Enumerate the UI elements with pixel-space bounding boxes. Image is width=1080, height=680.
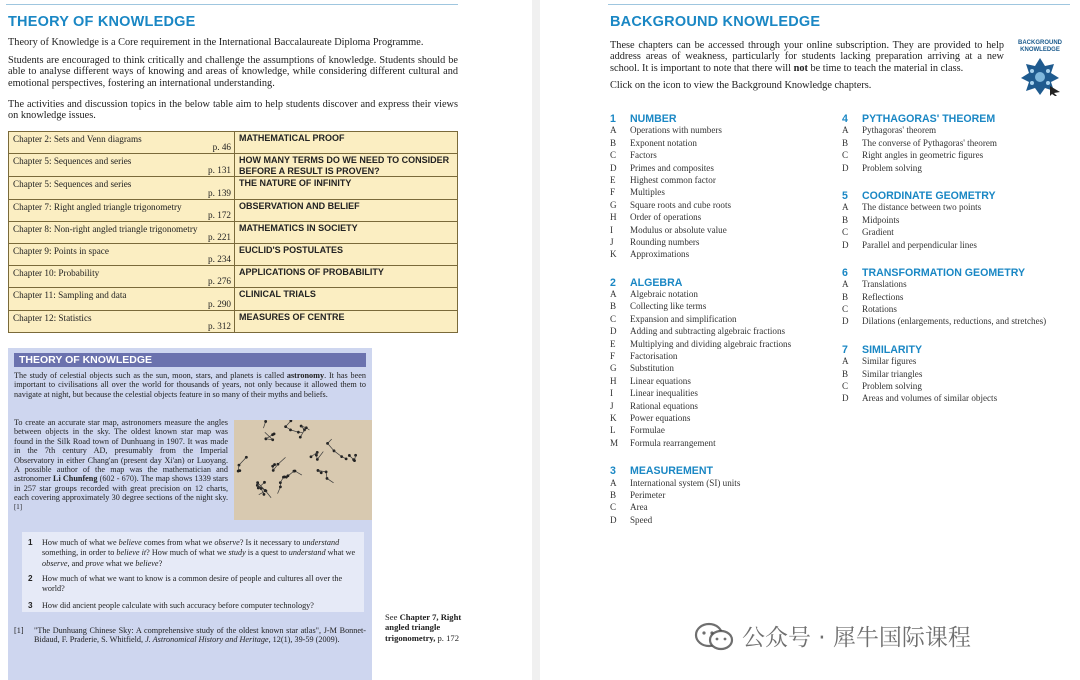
tok-topic-cell[interactable]: MATHEMATICAL PROOF — [235, 132, 458, 154]
tok-table-row — [9, 266, 458, 288]
tok-chapter-cell[interactable] — [9, 310, 235, 332]
bk-item-text: Adding and subtracting algebraic fractions — [630, 326, 786, 337]
bk-item-text: Perimeter — [630, 489, 666, 500]
tok-title: THEORY OF KNOWLEDGE — [8, 14, 196, 30]
bk-item-text: Linear equations — [630, 375, 691, 386]
bk-item-letter: D — [842, 316, 849, 327]
tok-chapter-cell[interactable] — [9, 177, 235, 199]
bk-chapter-item[interactable] — [610, 388, 830, 400]
bk-chapter-number: 2 — [610, 276, 616, 289]
bk-chapter-item[interactable] — [842, 292, 1078, 304]
bk-chapter-item[interactable] — [610, 225, 830, 237]
logo-line-1: BACKGROUND — [1018, 40, 1062, 46]
tok-topic-cell[interactable]: EUCLID'S POSTULATES — [235, 243, 458, 265]
bk-item-letter: C — [842, 304, 849, 315]
bk-chapter-title: SIMILARITY — [862, 343, 923, 356]
bk-item-text: Reflections — [862, 291, 904, 302]
tok-chapter-name: Chapter 8: Non-right angled triangle trigonometry — [13, 223, 198, 234]
bk-item-text: Operations with numbers — [630, 125, 722, 136]
bk-item-text: Linear inequalities — [630, 388, 698, 399]
bk-chapter-item[interactable] — [610, 289, 830, 301]
tok-chapter-name: Chapter 9: Points in space — [13, 245, 109, 256]
bk-item-letter: E — [610, 174, 616, 185]
bk-item-letter: I — [610, 388, 614, 399]
top-rule — [608, 4, 1070, 5]
bk-chapters-column-1 — [610, 113, 830, 542]
bk-item-letter: E — [610, 338, 616, 349]
bk-chapter-title: COORDINATE GEOMETRY — [862, 189, 996, 202]
bk-item-text: Speed — [630, 514, 653, 525]
tok-table-row — [9, 243, 458, 265]
tok-paragraph-3: The activities and discussion topics in the below table aim to help students discover and express their views on knowledge issues. — [8, 99, 458, 122]
bk-item-letter: J — [610, 236, 614, 247]
bk-chapter-heading[interactable] — [842, 113, 1078, 125]
bk-chapter-item[interactable] — [610, 413, 830, 425]
bk-chapter-item[interactable] — [610, 478, 830, 490]
bk-item-letter: F — [610, 351, 616, 362]
tok-chapter-name: Chapter 7: Right angled triangle trigonometry — [13, 201, 182, 212]
bk-chapter-item[interactable] — [610, 438, 830, 450]
bk-item-letter: F — [610, 187, 616, 198]
bk-chapter-item[interactable] — [610, 175, 830, 187]
tok-chapter-name: Chapter 10: Probability — [13, 268, 100, 279]
tok-topic-cell[interactable]: MEASURES OF CENTRE — [235, 310, 458, 332]
bk-item-letter: B — [610, 301, 617, 312]
tok-table-row — [9, 199, 458, 221]
bk-chapter-item[interactable] — [610, 200, 830, 212]
bk-chapter-title: NUMBER — [630, 113, 677, 125]
bk-chapter-heading[interactable] — [610, 113, 830, 125]
bk-chapter-heading[interactable] — [842, 190, 1078, 202]
tok-chapter-name: Chapter 5: Sequences and series — [13, 156, 132, 167]
tok-table-row — [9, 177, 458, 199]
tok-topic-cell[interactable]: CLINICAL TRIALS — [235, 288, 458, 310]
right-page — [540, 0, 1080, 680]
bk-item-text: Multiples — [630, 187, 665, 198]
bk-item-letter: A — [610, 289, 617, 300]
bk-item-text: Exponent notation — [630, 137, 697, 148]
bk-item-text: Power equations — [630, 412, 691, 423]
bk-chapter-3 — [610, 465, 830, 527]
tok-table-row — [9, 288, 458, 310]
bk-item-text: Right angles in geometric figures — [862, 150, 984, 161]
bk-item-text: Formula rearrangement — [630, 437, 716, 448]
bk-item-text: Modulus or absolute value — [630, 224, 727, 235]
tok-table-row — [9, 154, 458, 177]
bk-item-text: Algebraic notation — [630, 289, 698, 300]
bk-chapter-6 — [842, 267, 1078, 329]
bk-item-letter: A — [842, 202, 849, 213]
tok-topic-cell[interactable]: MATHEMATICS IN SOCIETY — [235, 221, 458, 243]
tok-chapter-name: Chapter 11: Sampling and data — [13, 290, 127, 301]
tok-chapter-cell[interactable] — [9, 132, 235, 154]
bk-item-text: The distance between two points — [862, 202, 982, 213]
tok-topic-cell[interactable]: OBSERVATION AND BELIEF — [235, 199, 458, 221]
background-knowledge-icon[interactable] — [1012, 36, 1068, 98]
bk-item-text: Collecting like terms — [630, 301, 707, 312]
bk-chapter-number: 5 — [842, 189, 848, 202]
tok-chapter-cell[interactable] — [9, 221, 235, 243]
tok-page-ref: p. 46 — [212, 142, 231, 153]
bk-item-letter: D — [842, 393, 849, 404]
bk-item-letter: H — [610, 212, 617, 223]
bk-chapter-item[interactable] — [610, 376, 830, 388]
bk-chapter-item[interactable] — [842, 227, 1078, 239]
tok-chapter-name: Chapter 5: Sequences and series — [13, 179, 132, 190]
tok-question-2: 2 How much of what we want to know is a common desire of people and cultures all over the world? — [28, 574, 343, 594]
bk-item-text: Factorisation — [630, 351, 678, 362]
bk-item-text: Expansion and simplification — [630, 313, 737, 324]
bk-chapter-item[interactable] — [610, 502, 830, 514]
bk-item-letter: D — [610, 514, 617, 525]
bk-chapter-item[interactable] — [842, 381, 1078, 393]
tok-page-ref: p. 172 — [208, 209, 231, 220]
bk-chapter-title: TRANSFORMATION GEOMETRY — [862, 266, 1026, 279]
bk-chapter-item[interactable] — [610, 490, 830, 502]
bk-chapter-item[interactable] — [610, 515, 830, 527]
bk-item-text: Factors — [630, 150, 657, 161]
bk-item-text: Rounding numbers — [630, 236, 700, 247]
tok-table-row — [9, 221, 458, 243]
bk-item-letter: G — [610, 199, 617, 210]
top-rule — [6, 4, 458, 5]
bk-chapter-7 — [842, 344, 1078, 406]
bk-item-letter: H — [610, 375, 617, 386]
tok-chapter-name: Chapter 12: Statistics — [13, 312, 92, 323]
tok-chapter-name: Chapter 2: Sets and Venn diagrams — [13, 134, 142, 144]
bk-item-text: Gradient — [862, 227, 894, 238]
bk-item-letter: B — [842, 137, 849, 148]
bk-chapter-2 — [610, 277, 830, 450]
tok-topic-cell[interactable]: HOW MANY TERMS DO WE NEED TO CONSIDER BEFORE A RESULT IS PROVEN? — [235, 154, 458, 177]
bk-chapter-title: PYTHAGORAS' THEOREM — [862, 113, 996, 125]
bk-chapter-item[interactable] — [610, 301, 830, 313]
bk-item-letter: A — [842, 279, 849, 290]
bk-item-letter: C — [842, 227, 849, 238]
bk-item-text: Rotations — [862, 304, 897, 315]
bk-item-text: Parallel and perpendicular lines — [862, 239, 977, 250]
bk-item-letter: J — [610, 400, 614, 411]
tok-paragraph-1: Theory of Knowledge is a Core requirement in the International Baccalaureate Diploma Programme. — [8, 37, 424, 48]
bk-item-text: Multiplying and dividing algebraic fractions — [630, 338, 792, 349]
bk-chapter-item[interactable] — [842, 150, 1078, 162]
bk-item-letter: G — [610, 363, 617, 374]
tok-chapter-cell[interactable] — [9, 288, 235, 310]
bk-item-letter: A — [842, 125, 849, 136]
bk-item-text: Area — [630, 502, 648, 513]
bk-chapter-item[interactable] — [842, 138, 1078, 150]
bk-chapter-heading[interactable] — [610, 277, 830, 289]
bk-item-letter: A — [842, 356, 849, 367]
tok-footnote: [1] "The Dunhuang Chinese Sky: A comprehensive study of the oldest known star atlas", J-M Bonnet-Bidaud, F. Praderie, S. Whitfield, J. Astronomical History and Heritage, 12(1), 39-59 (2009). — [14, 626, 366, 645]
bk-item-letter: L — [610, 425, 616, 436]
tok-topic-cell[interactable]: THE NATURE OF INFINITY — [235, 177, 458, 199]
bk-chapter-item[interactable] — [842, 316, 1078, 328]
bk-item-text: Rational equations — [630, 400, 698, 411]
bk-chapter-5 — [842, 190, 1078, 252]
bk-item-text: Approximations — [630, 249, 690, 260]
bk-item-letter: A — [610, 125, 617, 136]
bk-item-letter: D — [842, 239, 849, 250]
bk-item-letter: C — [842, 381, 849, 392]
bk-paragraph-1: These chapters can be accessed through your online subscription. They are provided to help address areas of weakness, particularly for students lacking preparation arriving at a new school. It is important to note that there will not be time to teach the material in class. — [610, 40, 1004, 74]
tok-astronomy-box — [8, 348, 372, 680]
bk-item-letter: C — [610, 313, 617, 324]
bk-item-text: The converse of Pythagoras' theorem — [862, 137, 997, 148]
bk-item-text: Similar triangles — [862, 368, 923, 379]
bk-chapter-4 — [842, 113, 1078, 175]
tok-box-body: To create an accurate star map, astronomers measure the angles between objects in the sky. The oldest known star map was found in the Silk Road town of Dunhuang in 1907. It was made in the 7th century AD, presumably from the Imperial Observatory in either Chang'an (present day Xi'an) or Luoyang. A possible author of the map was the mathematician and astronomer Li Chunfeng (602 - 670). The map shows 1339 stars in 257 star groups recorded with great precision on 12 charts, each covering approximately 30 degree sections of the night sky.[1] — [14, 418, 228, 511]
bk-chapter-item[interactable] — [610, 249, 830, 261]
bk-item-text: International system (SI) units — [630, 477, 741, 488]
tok-page-ref: p. 139 — [208, 187, 231, 198]
bk-chapter-heading[interactable] — [610, 465, 830, 477]
bk-item-text: Order of operations — [630, 212, 702, 223]
bk-chapter-item[interactable] — [610, 401, 830, 413]
tok-box-intro: The study of celestial objects such as the sun, moon, stars, and planets is called astronomy. It has been important to civilisations all over the world for thousands of years, not only because it allowed them to navigate at night, but because the celestial objects feature in so many of their myths and beliefs. — [14, 371, 366, 399]
tok-page-ref: p. 221 — [208, 231, 231, 242]
bk-item-letter: D — [610, 162, 617, 173]
bk-item-text: Midpoints — [862, 214, 900, 225]
tok-page-ref: p. 276 — [208, 276, 231, 287]
tok-chapter-cell[interactable] — [9, 199, 235, 221]
bk-item-text: Translations — [862, 279, 907, 290]
bk-chapter-item[interactable] — [610, 212, 830, 224]
bk-chapter-number: 3 — [610, 465, 616, 478]
tok-table-row — [9, 132, 458, 154]
bk-chapter-item[interactable] — [842, 356, 1078, 368]
left-page — [0, 0, 532, 680]
bk-item-letter: C — [842, 150, 849, 161]
tok-chapter-cell[interactable] — [9, 266, 235, 288]
bk-item-text: Similar figures — [862, 356, 917, 367]
dunhuang-star-map-image — [234, 420, 372, 520]
bk-chapter-1 — [610, 113, 830, 262]
bk-item-letter: K — [610, 412, 617, 423]
bk-chapter-item[interactable] — [842, 304, 1078, 316]
tok-chapter-cell[interactable] — [9, 154, 235, 177]
see-chapter-note: See Chapter 7, Right angled triangle trigonometry, p. 172 — [385, 612, 462, 643]
tok-page-ref: p. 290 — [208, 298, 231, 309]
tok-question-3: 3 How did ancient people calculate with such accuracy before computer technology? — [28, 601, 314, 610]
tok-page-ref: p. 131 — [208, 165, 231, 176]
bk-chapter-item[interactable] — [610, 150, 830, 162]
bk-chapter-number: 1 — [610, 113, 616, 125]
bk-item-letter: B — [610, 137, 617, 148]
bk-item-text: Dilations (enlargements, reductions, and stretches) — [862, 316, 1047, 327]
tok-paragraph-2: Students are encouraged to think critically and challenge the assumptions of knowledge. Students should be able to analyse different ways of knowing and areas of knowledge, while considering different cultural and emotional perspectives, fostering an international understanding. — [8, 55, 458, 89]
bk-item-text: Substitution — [630, 363, 674, 374]
bk-item-letter: B — [842, 214, 849, 225]
bk-chapter-heading[interactable] — [842, 344, 1078, 356]
bk-item-letter: I — [610, 224, 614, 235]
bk-item-text: Areas and volumes of similar objects — [862, 393, 998, 404]
bk-item-letter: C — [610, 502, 617, 513]
bk-chapter-item[interactable] — [842, 240, 1078, 252]
bk-chapter-item[interactable] — [610, 237, 830, 249]
bk-chapter-item[interactable] — [610, 163, 830, 175]
bk-chapter-heading[interactable] — [842, 267, 1078, 279]
bk-item-text: Highest common factor — [630, 174, 716, 185]
bk-chapter-item[interactable] — [610, 125, 830, 137]
bk-item-letter: M — [610, 437, 619, 448]
bk-chapter-item[interactable] — [610, 363, 830, 375]
snowflake-icon — [1018, 56, 1062, 96]
bk-chapter-title: ALGEBRA — [630, 276, 683, 289]
bk-item-letter: D — [842, 162, 849, 173]
bk-chapter-item[interactable] — [610, 351, 830, 363]
bk-item-text: Problem solving — [862, 162, 922, 173]
bk-chapter-item[interactable] — [842, 125, 1078, 137]
tok-page-ref: p. 312 — [208, 320, 231, 331]
bk-item-text: Square roots and cube roots — [630, 199, 732, 210]
bk-chapter-title: MEASUREMENT — [630, 465, 713, 478]
bk-item-letter: K — [610, 249, 617, 260]
tok-question-1: 1 How much of what we believe comes from what we observe? Is it necessary to understand something, in order to believe it? How much of what we study is a quest to understand what we observe, and prove what we believe? — [28, 538, 356, 568]
bk-chapter-item[interactable] — [842, 202, 1078, 214]
bk-chapter-item[interactable] — [842, 393, 1078, 405]
bk-item-letter: C — [610, 150, 617, 161]
bk-item-text: Problem solving — [862, 381, 922, 392]
bk-chapter-item[interactable] — [842, 369, 1078, 381]
tok-questions-panel — [22, 532, 364, 612]
tok-page-ref: p. 234 — [208, 254, 231, 265]
bk-chapter-number: 4 — [842, 113, 848, 125]
bk-item-letter: B — [842, 291, 849, 302]
bk-item-letter: B — [842, 368, 849, 379]
wechat-icon — [694, 622, 734, 652]
logo-line-2: KNOWLEDGE — [1020, 46, 1060, 53]
bk-paragraph-2: Click on the icon to view the Background Knowledge chapters. — [610, 80, 872, 91]
bk-chapters-column-2 — [842, 113, 1078, 421]
bk-chapter-number: 7 — [842, 343, 848, 356]
bk-chapter-item[interactable] — [610, 138, 830, 150]
watermark-text: 公众号 · 犀牛国际课程 — [742, 625, 971, 651]
bk-chapter-item[interactable] — [842, 279, 1078, 291]
bk-chapter-item[interactable] — [842, 163, 1078, 175]
bk-chapter-item[interactable] — [842, 215, 1078, 227]
bk-chapter-item[interactable] — [610, 339, 830, 351]
bk-chapter-item[interactable] — [610, 314, 830, 326]
tok-topic-cell[interactable]: APPLICATIONS OF PROBABILITY — [235, 266, 458, 288]
bk-item-text: Formulae — [630, 425, 665, 436]
tok-chapter-cell[interactable] — [9, 243, 235, 265]
bk-item-text: Primes and composites — [630, 162, 714, 173]
bk-chapter-number: 6 — [842, 266, 848, 279]
bk-item-letter: D — [610, 326, 617, 337]
bk-chapter-item[interactable] — [610, 326, 830, 338]
tok-box-header: THEORY OF KNOWLEDGE — [14, 353, 366, 367]
tok-table-row — [9, 310, 458, 332]
bk-item-letter: B — [610, 489, 617, 500]
bk-item-text: Pythagoras' theorem — [862, 125, 937, 136]
bk-item-letter: A — [610, 477, 617, 488]
bk-chapter-item[interactable] — [610, 425, 830, 437]
bk-title: BACKGROUND KNOWLEDGE — [610, 14, 821, 30]
bk-chapter-item[interactable] — [610, 187, 830, 199]
tok-topics-table — [8, 131, 458, 333]
